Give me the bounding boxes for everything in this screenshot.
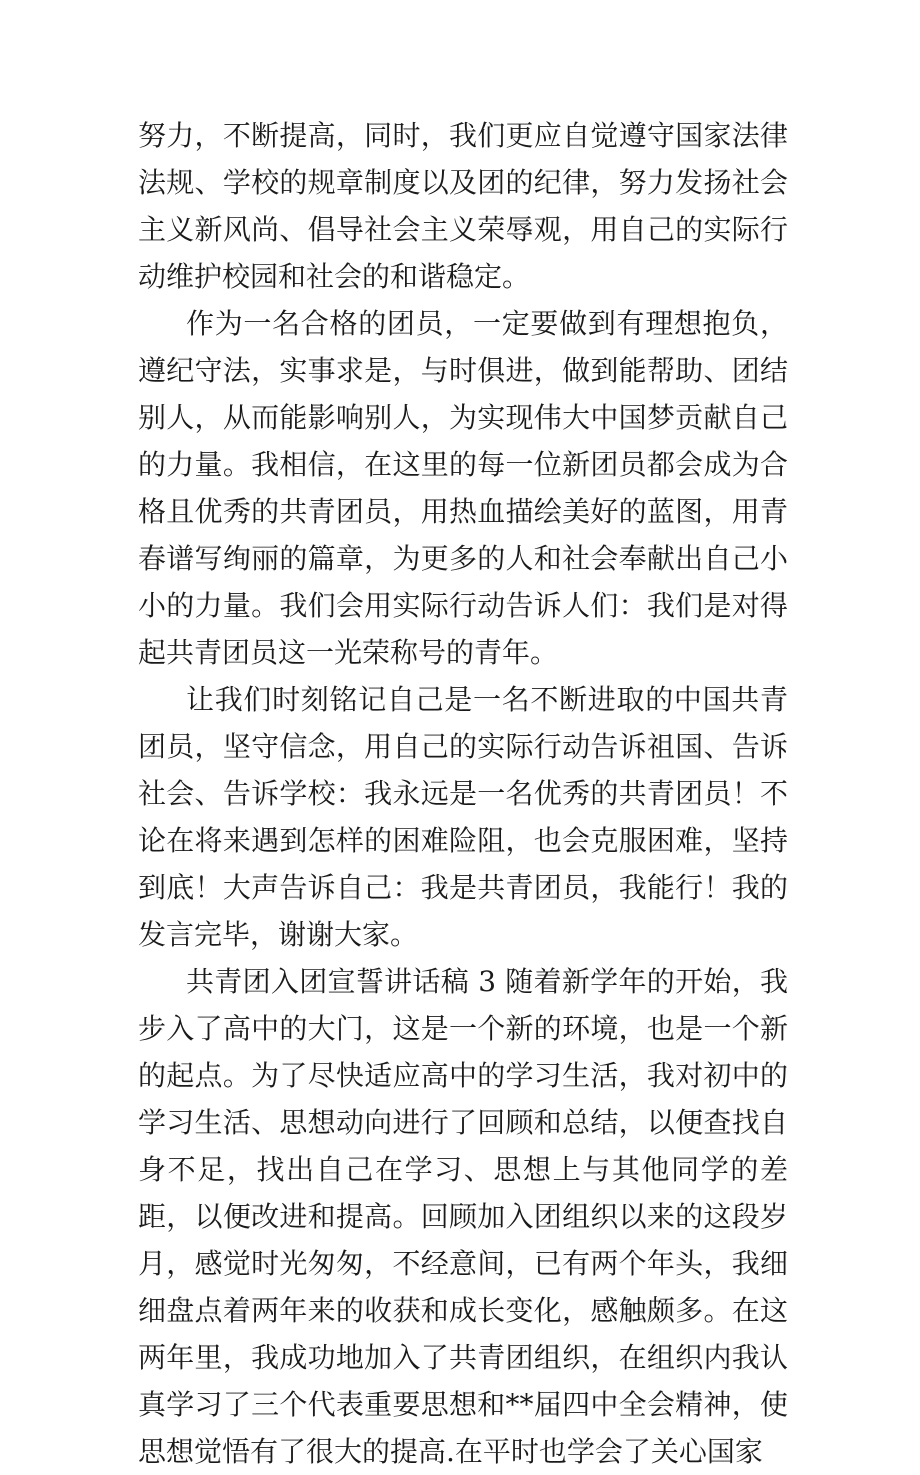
paragraph-continuation: 努力，不断提高，同时，我们更应自觉遵守国家法律法规、学校的规章制度以及团的纪律，努力发扬社会主义新风尚、倡导社会主义荣辱观，用自己的实际行动维护校园和社会的和谐稳定。 [138,119,788,293]
paragraph-speech-3: 共青团入团宣誓讲话稿 3 随着新学年的开始，我步入了高中的大门，这是一个新的环境，也是一个新的起点。为了尽快适应高中的学习生活，我对初中的学习生活、思想动向进行了回顾和总结，以便查找自身不足，找出自己在学习、思想上与其他同学的差距，以便改进和提高。回顾加入团组织以来的这段岁月，感觉时光匆匆，不经意间，已有两个年头，我细细盘点着两年来的收获和成长变化，感触颇多。在这两年里，我成功地加入了共青团组织，在组织内我认真学习了三个代表重要思想和**届四中全会精神，使思想觉悟有了很大的提高.在平时也学会了关心国家 [138,965,788,1468]
document-body [138,112,788,1475]
paragraph-qualified-member: 作为一名合格的团员，一定要做到有理想抱负，遵纪守法，实事求是，与时俱进，做到能帮助、团结别人，从而能影响别人，为实现伟大中国梦贡献自己的力量。我相信，在这里的每一位新团员都会成为合格且优秀的共青团员，用热血描绘美好的蓝图，用青春谱写绚丽的篇章，为更多的人和社会奉献出自己小小的力量。我们会用实际行动告诉人们：我们是对得起共青团员这一光荣称号的青年。 [138,307,788,669]
paragraph-remember: 让我们时刻铭记自己是一名不断进取的中国共青团员，坚守信念，用自己的实际行动告诉祖国、告诉社会、告诉学校：我永远是一名优秀的共青团员！不论在将来遇到怎样的困难险阻，也会克服困难，坚持到底！大声告诉自己：我是共青团员，我能行！我的发言完毕，谢谢大家。 [138,683,788,951]
